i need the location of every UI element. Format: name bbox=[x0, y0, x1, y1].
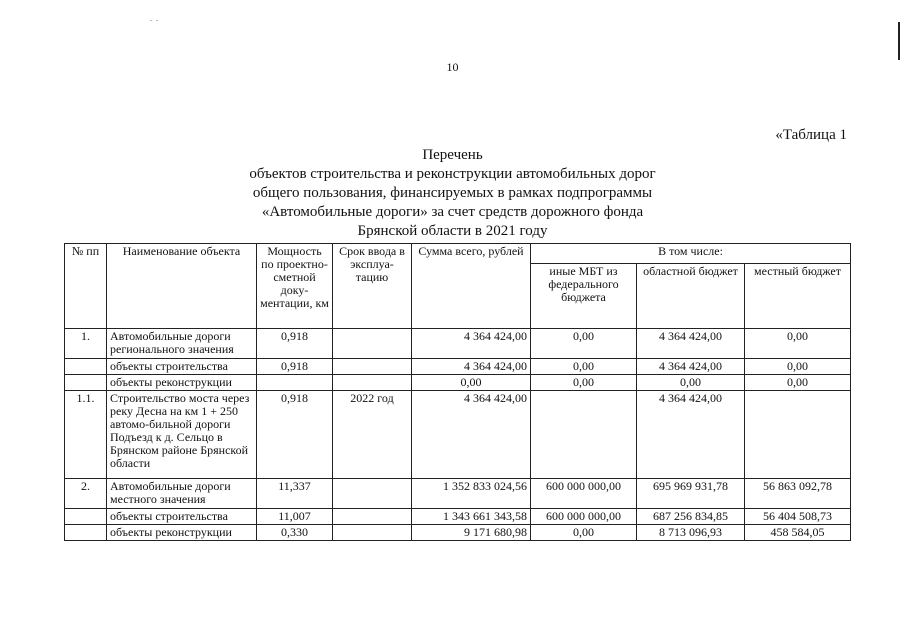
table-row bbox=[65, 479, 851, 509]
cell-local: 56 404 508,73 bbox=[745, 509, 851, 525]
cell-capacity: 11,337 bbox=[257, 479, 333, 509]
cell-federal: 0,00 bbox=[531, 375, 637, 391]
cell-name: Строительство моста через реку Десна на км 1 + 250 автомо-бильной дороги Подъезд к д. Сельцо в Брянском районе Брянской области bbox=[107, 391, 257, 479]
table-header-row bbox=[65, 244, 851, 264]
cell-federal bbox=[531, 391, 637, 479]
header-including: В том числе: bbox=[531, 244, 851, 264]
cell-local: 56 863 092,78 bbox=[745, 479, 851, 509]
header-name: Наименование объекта bbox=[107, 244, 257, 329]
title-line: Брянской области в 2021 году bbox=[357, 223, 548, 239]
cell-num bbox=[65, 509, 107, 525]
table-row bbox=[65, 375, 851, 391]
cell-federal: 600 000 000,00 bbox=[531, 509, 637, 525]
cell-local: 0,00 bbox=[745, 359, 851, 375]
table-row bbox=[65, 329, 851, 359]
cell-federal: 0,00 bbox=[531, 359, 637, 375]
cell-capacity: 0,918 bbox=[257, 359, 333, 375]
page-number: 10 bbox=[446, 60, 459, 74]
header-term: Срок ввода в эксплуа-тацию bbox=[333, 244, 412, 329]
cell-capacity: 11,007 bbox=[257, 509, 333, 525]
cell-regional: 4 364 424,00 bbox=[637, 359, 745, 375]
objects-table bbox=[64, 243, 851, 541]
cell-regional: 687 256 834,85 bbox=[637, 509, 745, 525]
cell-total: 0,00 bbox=[412, 375, 531, 391]
scan-speck bbox=[150, 20, 152, 21]
document-title bbox=[0, 146, 905, 241]
scan-speck bbox=[156, 20, 158, 21]
title-line: «Автомобильные дороги» за счет средств дорожного фонда bbox=[261, 204, 644, 220]
cell-regional: 8 713 096,93 bbox=[637, 525, 745, 541]
cell-local: 0,00 bbox=[745, 329, 851, 359]
cell-term bbox=[333, 525, 412, 541]
cell-term: 2022 год bbox=[333, 391, 412, 479]
cell-federal: 600 000 000,00 bbox=[531, 479, 637, 509]
cell-name: объекты реконструкции bbox=[107, 375, 257, 391]
scan-edge-mark bbox=[898, 22, 900, 60]
cell-num bbox=[65, 525, 107, 541]
cell-total: 4 364 424,00 bbox=[412, 359, 531, 375]
table-row bbox=[65, 525, 851, 541]
cell-regional: 4 364 424,00 bbox=[637, 391, 745, 479]
table-row bbox=[65, 509, 851, 525]
cell-total: 4 364 424,00 bbox=[412, 391, 531, 479]
cell-num bbox=[65, 359, 107, 375]
cell-name: объекты строительства bbox=[107, 509, 257, 525]
cell-capacity: 0,918 bbox=[257, 329, 333, 359]
cell-term bbox=[333, 329, 412, 359]
cell-total: 1 343 661 343,58 bbox=[412, 509, 531, 525]
cell-total: 4 364 424,00 bbox=[412, 329, 531, 359]
cell-regional: 0,00 bbox=[637, 375, 745, 391]
cell-local: 0,00 bbox=[745, 375, 851, 391]
title-line: объектов строительства и реконструкции автомобильных дорог bbox=[249, 166, 656, 182]
cell-name: Автомобильные дороги регионального значения bbox=[107, 329, 257, 359]
cell-term bbox=[333, 375, 412, 391]
cell-regional: 695 969 931,78 bbox=[637, 479, 745, 509]
header-num: № пп bbox=[65, 244, 107, 329]
cell-name: Автомобильные дороги местного значения bbox=[107, 479, 257, 509]
cell-num: 2. bbox=[65, 479, 107, 509]
cell-capacity bbox=[257, 375, 333, 391]
cell-regional: 4 364 424,00 bbox=[637, 329, 745, 359]
cell-term bbox=[333, 359, 412, 375]
table-row bbox=[65, 391, 851, 479]
title-line: общего пользования, финансируемых в рамках подпрограммы bbox=[252, 185, 653, 201]
cell-term bbox=[333, 509, 412, 525]
table-row bbox=[65, 359, 851, 375]
header-regional: областной бюджет bbox=[637, 264, 745, 329]
cell-local: 458 584,05 bbox=[745, 525, 851, 541]
cell-federal: 0,00 bbox=[531, 329, 637, 359]
cell-capacity: 0,330 bbox=[257, 525, 333, 541]
cell-num bbox=[65, 375, 107, 391]
table-label: «Таблица 1 bbox=[775, 127, 847, 143]
cell-capacity: 0,918 bbox=[257, 391, 333, 479]
header-local: местный бюджет bbox=[745, 264, 851, 329]
header-capacity: Мощность по проектно-сметной доку-ментации, км bbox=[257, 244, 333, 329]
cell-federal: 0,00 bbox=[531, 525, 637, 541]
cell-name: объекты строительства bbox=[107, 359, 257, 375]
cell-name: объекты реконструкции bbox=[107, 525, 257, 541]
header-total: Сумма всего, рублей bbox=[412, 244, 531, 329]
header-federal: иные МБТ из федерального бюджета bbox=[531, 264, 637, 329]
cell-num: 1.1. bbox=[65, 391, 107, 479]
cell-term bbox=[333, 479, 412, 509]
title-line: Перечень bbox=[422, 147, 483, 163]
cell-local bbox=[745, 391, 851, 479]
cell-total: 9 171 680,98 bbox=[412, 525, 531, 541]
cell-total: 1 352 833 024,56 bbox=[412, 479, 531, 509]
cell-num: 1. bbox=[65, 329, 107, 359]
